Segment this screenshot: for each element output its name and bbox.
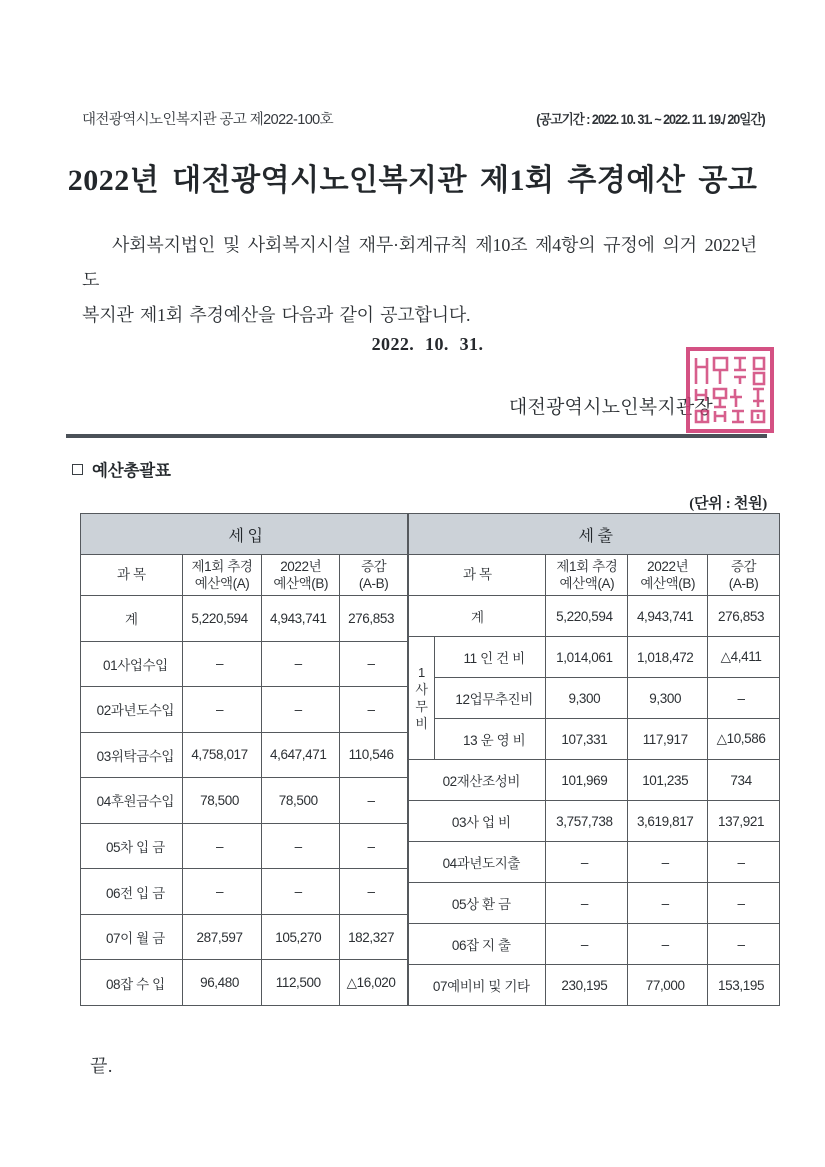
- col-header-budget-b-line2: 예산액(B): [640, 576, 696, 591]
- table-row: [81, 687, 408, 733]
- row-label: 계: [409, 596, 546, 637]
- row-value-diff: △4,411: [708, 637, 780, 678]
- page-title: 2022년 대전광역시노인복지관 제1회 추경예산 공고: [67, 164, 758, 197]
- col-header-diff-line2: (A-B): [358, 576, 389, 591]
- revenue-table: [80, 513, 408, 1006]
- row-value-diff: –: [708, 924, 780, 965]
- row-label: 04후원금수입: [81, 778, 183, 824]
- col-header-budget-b: [628, 555, 708, 596]
- row-value-diff: –: [340, 823, 408, 869]
- row-label: 06잡 지 출: [409, 924, 546, 965]
- table-row: [81, 823, 408, 869]
- col-header-budget-a: [182, 555, 262, 596]
- row-value-diff: 276,853: [340, 596, 408, 642]
- row-value-diff: –: [340, 687, 408, 733]
- table-row: [81, 641, 408, 687]
- row-value-diff: 153,195: [708, 965, 780, 1006]
- row-label: 12업무추진비: [434, 678, 546, 719]
- row-label: 06전 입 금: [81, 869, 183, 915]
- body-line-2: 복지관 제1회 추경예산을 다음과 같이 공고합니다.: [82, 305, 471, 326]
- vgroup-char-0: 1: [418, 664, 425, 680]
- body-paragraph: [82, 228, 757, 333]
- row-value-a: –: [546, 842, 628, 883]
- row-label: 08잡 수 입: [81, 960, 183, 1006]
- row-value-diff: –: [340, 641, 408, 687]
- row-value-a: 101,969: [546, 760, 628, 801]
- col-header-diff-line1: 증감: [360, 558, 387, 574]
- row-label: 11 인 건 비: [434, 637, 546, 678]
- table-group-header-row: [409, 514, 780, 555]
- row-value-diff: 734: [708, 760, 780, 801]
- row-label: 02재산조성비: [409, 760, 546, 801]
- col-header-budget-a-line1: 제1회 추경: [191, 558, 253, 574]
- unit-note: (단위 : 천원): [689, 496, 767, 512]
- table-row: [409, 883, 780, 924]
- row-value-b: 4,943,741: [262, 596, 340, 642]
- row-value-a: 107,331: [546, 719, 628, 760]
- row-label: 13 운 영 비: [434, 719, 546, 760]
- row-group-label-samubi: [409, 637, 435, 760]
- col-header-item: 과 목: [409, 555, 546, 596]
- row-value-b: 4,647,471: [262, 732, 340, 778]
- row-value-a: 78,500: [182, 778, 262, 824]
- col-header-budget-a-line1: 제1회 추경: [556, 558, 618, 574]
- row-value-b: 77,000: [628, 965, 708, 1006]
- row-value-diff: △16,020: [340, 960, 408, 1006]
- col-header-diff: [340, 555, 408, 596]
- table-column-header-row: [409, 555, 780, 596]
- col-header-diff-line2: (A-B): [728, 576, 759, 591]
- col-header-budget-b: [262, 555, 340, 596]
- row-value-b: 105,270: [262, 914, 340, 960]
- row-value-b: 4,943,741: [628, 596, 708, 637]
- document-header: [82, 108, 765, 129]
- table-row: [81, 778, 408, 824]
- budget-summary-table: [80, 513, 780, 1006]
- row-label: 07이 월 금: [81, 914, 183, 960]
- row-value-diff: 182,327: [340, 914, 408, 960]
- row-value-a: –: [182, 641, 262, 687]
- row-value-b: 3,619,817: [628, 801, 708, 842]
- row-value-a: –: [182, 869, 262, 915]
- row-value-a: 5,220,594: [182, 596, 262, 642]
- official-seal-icon: [686, 347, 774, 433]
- row-value-b: –: [262, 869, 340, 915]
- row-label: 01사업수입: [81, 641, 183, 687]
- table-row: [409, 678, 780, 719]
- row-value-b: 117,917: [628, 719, 708, 760]
- row-value-a: –: [182, 687, 262, 733]
- table-row: [409, 596, 780, 637]
- horizontal-divider: [66, 434, 767, 438]
- table-row: [81, 596, 408, 642]
- table-column-header-row: [81, 555, 408, 596]
- col-header-budget-b-line1: 2022년: [280, 558, 322, 574]
- row-value-a: –: [546, 883, 628, 924]
- vgroup-char-1: 사: [415, 681, 428, 697]
- announcement-period: (공고기간 : 2022. 10. 31. ~ 2022. 11. 19./ 20일간): [536, 112, 765, 127]
- row-value-diff: –: [708, 842, 780, 883]
- table-row: [81, 732, 408, 778]
- col-header-budget-b-line2: 예산액(B): [273, 576, 329, 591]
- row-value-diff: –: [708, 883, 780, 924]
- col-header-diff-line1: 증감: [730, 558, 757, 574]
- table-row: [409, 760, 780, 801]
- row-label: 07예비비 및 기타: [409, 965, 546, 1006]
- row-value-diff: –: [340, 778, 408, 824]
- document-end-mark: 끝.: [90, 1056, 113, 1076]
- row-value-a: 9,300: [546, 678, 628, 719]
- signer-title: 대전광역시노인복지관장: [508, 397, 713, 418]
- table-group-header-row: [81, 514, 408, 555]
- row-value-a: 287,597: [182, 914, 262, 960]
- expenditure-group-title: 세 출: [409, 514, 780, 555]
- row-value-b: 112,500: [262, 960, 340, 1006]
- col-header-budget-a-line2: 예산액(A): [194, 576, 250, 591]
- row-value-a: 3,757,738: [546, 801, 628, 842]
- col-header-budget-a-line2: 예산액(A): [559, 576, 615, 591]
- row-value-b: 1,018,472: [628, 637, 708, 678]
- vgroup-char-3: 비: [415, 716, 428, 732]
- document-number: 대전광역시노인복지관 공고 제2022-100호: [82, 112, 334, 128]
- row-value-diff: 110,546: [340, 732, 408, 778]
- row-value-diff: 276,853: [708, 596, 780, 637]
- row-value-a: 5,220,594: [546, 596, 628, 637]
- section-heading: [72, 457, 171, 481]
- row-value-diff: △10,586: [708, 719, 780, 760]
- table-row: [409, 719, 780, 760]
- row-value-b: –: [262, 823, 340, 869]
- row-label: 03사 업 비: [409, 801, 546, 842]
- col-header-budget-b-line1: 2022년: [647, 558, 689, 574]
- row-value-b: –: [628, 883, 708, 924]
- row-value-b: –: [262, 641, 340, 687]
- square-bullet-icon: [72, 464, 83, 475]
- row-value-b: 9,300: [628, 678, 708, 719]
- body-line-1: 사회복지법인 및 사회복지시설 재무·회계규칙 제10조 제4항의 규정에 의거 2022년도: [82, 235, 757, 291]
- row-value-a: 1,014,061: [546, 637, 628, 678]
- table-row: [81, 914, 408, 960]
- row-value-b: 101,235: [628, 760, 708, 801]
- vgroup-char-2: 무: [415, 699, 428, 714]
- col-header-budget-a: [546, 555, 628, 596]
- row-value-b: 78,500: [262, 778, 340, 824]
- col-header-diff: [708, 555, 780, 596]
- revenue-group-title: 세 입: [81, 514, 408, 555]
- row-label: 02과년도수입: [81, 687, 183, 733]
- row-value-a: 230,195: [546, 965, 628, 1006]
- announcement-date: 2022. 10. 31.: [371, 334, 484, 354]
- section-heading-label: 예산총괄표: [92, 461, 171, 480]
- row-value-diff: 137,921: [708, 801, 780, 842]
- row-value-diff: –: [340, 869, 408, 915]
- row-label: 계: [81, 596, 183, 642]
- table-row: [409, 924, 780, 965]
- expenditure-table: [408, 513, 780, 1006]
- row-value-b: –: [628, 842, 708, 883]
- row-label: 03위탁금수입: [81, 732, 183, 778]
- table-row: [81, 960, 408, 1006]
- table-row: [409, 637, 780, 678]
- row-value-a: 4,758,017: [182, 732, 262, 778]
- row-value-b: –: [262, 687, 340, 733]
- col-header-item: 과 목: [81, 555, 183, 596]
- row-value-a: 96,480: [182, 960, 262, 1006]
- table-row: [81, 869, 408, 915]
- row-label: 04과년도지출: [409, 842, 546, 883]
- row-value-diff: –: [708, 678, 780, 719]
- table-row: [409, 842, 780, 883]
- table-row: [409, 801, 780, 842]
- row-label: 05차 입 금: [81, 823, 183, 869]
- row-label: 05상 환 금: [409, 883, 546, 924]
- row-value-a: –: [182, 823, 262, 869]
- row-value-a: –: [546, 924, 628, 965]
- table-row: [409, 965, 780, 1006]
- row-value-b: –: [628, 924, 708, 965]
